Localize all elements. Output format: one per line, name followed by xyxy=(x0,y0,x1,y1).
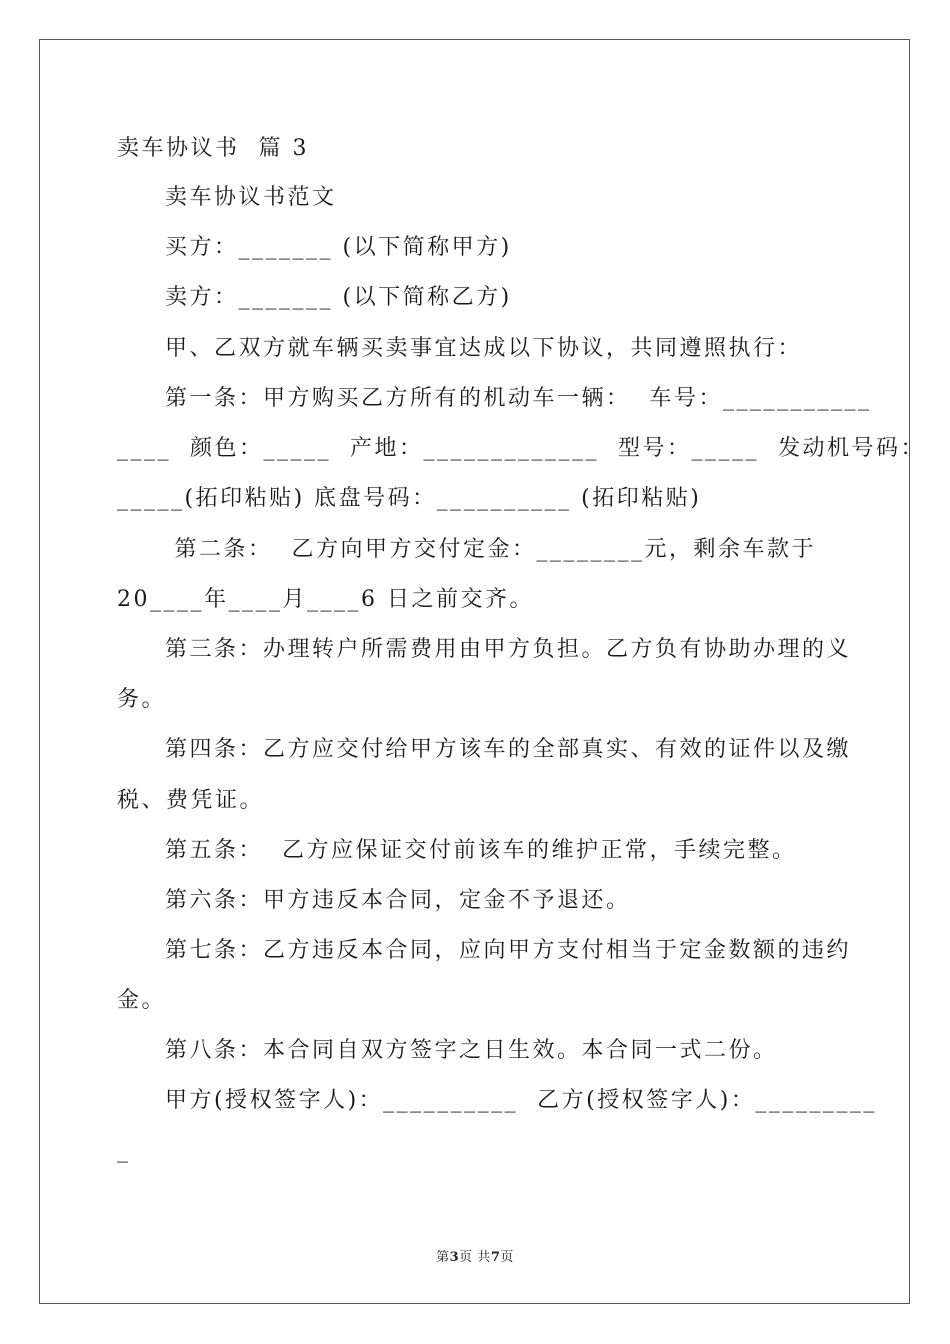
seller-line: 卖方：_______ (以下简称乙方) xyxy=(165,285,512,310)
article-3-line-2: 务。 xyxy=(117,687,167,712)
article-1-line-3: _____(拓印粘贴) 底盘号码：__________ (拓印粘贴) xyxy=(117,486,702,511)
footer-total-pages: 7 xyxy=(490,1250,501,1265)
footer-suffix: 页 xyxy=(500,1250,514,1265)
document-title: 卖车协议书范文 xyxy=(165,185,337,210)
article-7-line-2: 金。 xyxy=(117,988,167,1013)
article-1-line-1: 第一条：甲方购买乙方所有的机动车一辆： 车号：___________ xyxy=(165,386,872,411)
article-8: 第八条：本合同自双方签字之日生效。本合同一式二份。 xyxy=(165,1038,778,1063)
article-5: 第五条： 乙方应保证交付前该车的维护正常，手续完整。 xyxy=(165,838,797,863)
article-4-line-2: 税、费凭证。 xyxy=(117,788,265,813)
article-2-line-1: 第二条： 乙方向甲方交付定金：________元，剩余车款于 xyxy=(165,537,816,562)
article-2-line-2: 20____年____月____6 日之前交齐。 xyxy=(117,587,534,612)
buyer-line: 买方：_______ (以下简称甲方) xyxy=(165,235,512,260)
document-heading: 卖车协议书 篇 3 xyxy=(117,136,309,161)
article-3-line-1: 第三条：办理转户所需费用由甲方负担。乙方负有协助办理的义 xyxy=(165,637,852,662)
article-1-line-2: ____ 颜色：_____ 产地：_____________ 型号：_____ 发动机号码： xyxy=(117,436,925,461)
signature-line-2: _ xyxy=(117,1138,131,1163)
signature-line-1: 甲方(授权签字人)：__________ 乙方(授权签字人)：_________ xyxy=(165,1088,877,1113)
footer-page-number: 3 xyxy=(449,1250,460,1265)
footer-mid: 页 共 xyxy=(459,1250,491,1265)
footer-prefix: 第 xyxy=(436,1250,450,1265)
intro-paragraph: 甲、乙双方就车辆买卖事宜达成以下协议，共同遵照执行： xyxy=(165,336,803,361)
article-6: 第六条：甲方违反本合同，定金不予退还。 xyxy=(165,888,631,913)
page-footer xyxy=(0,1246,950,1265)
article-7-line-1: 第七条：乙方违反本合同，应向甲方支付相当于定金数额的违约 xyxy=(165,938,852,963)
article-4-line-1: 第四条：乙方应交付给甲方该车的全部真实、有效的证件以及缴 xyxy=(165,737,852,762)
